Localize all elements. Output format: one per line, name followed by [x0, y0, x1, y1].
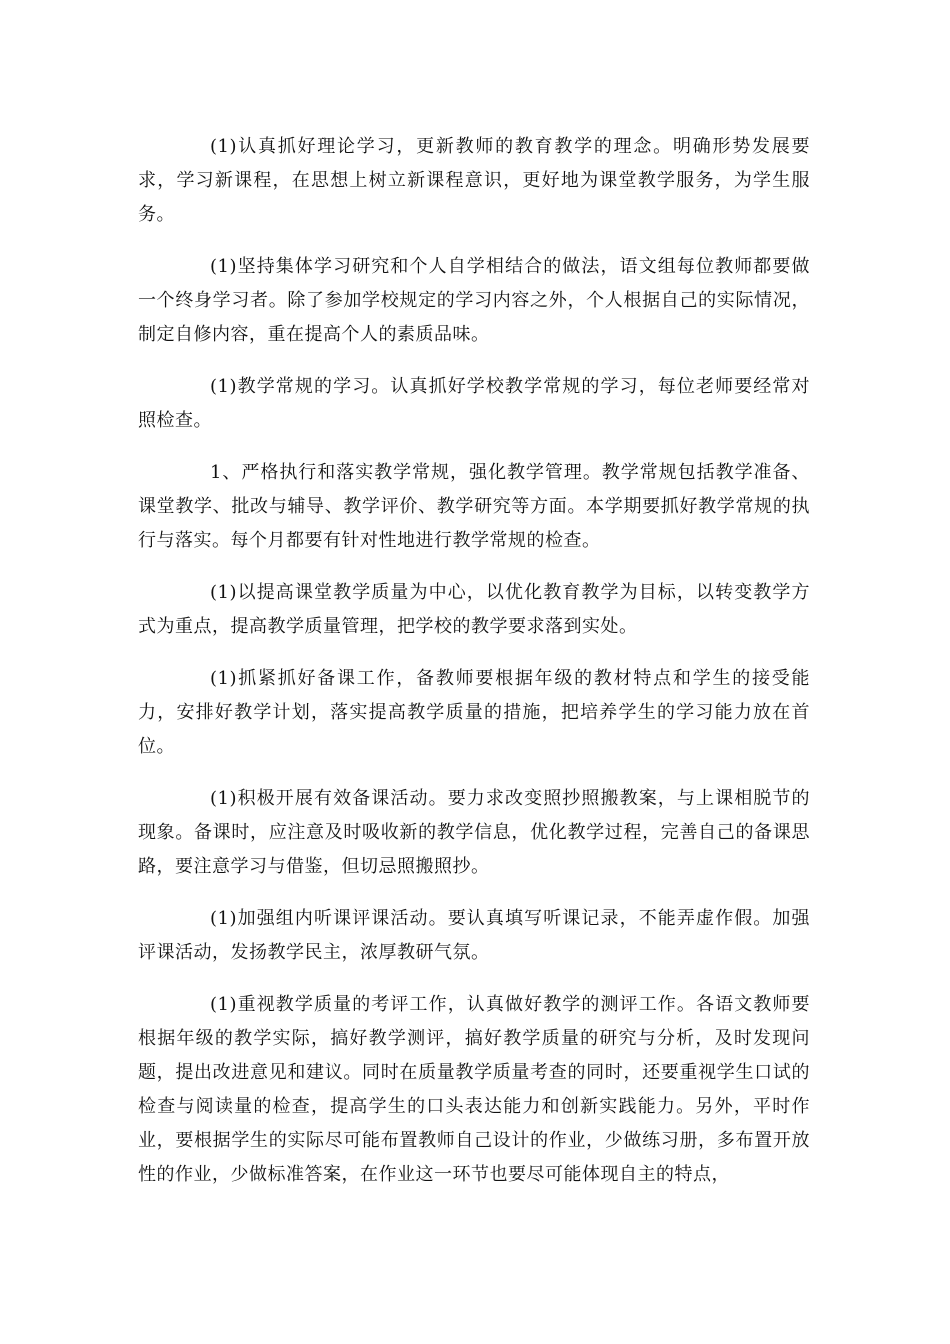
paragraph-9: (1)重视教学质量的考评工作，认真做好教学的测评工作。各语文教师要根据年级的教学实际，搞好教学测评，搞好教学质量的研究与分析，及时发现问题，提出改进意见和建议。同时在质量教学质量考查的同时，还要重视学生口试的检查与阅读量的检查，提高学生的口头表达能力和创新实践能力。另外，平时作业，要根据学生的实际尽可能布置教师自己设计的作业，少做练习册，多布置开放性的作业，少做标准答案，在作业这一环节也要尽可能体现自主的特点，: [138, 994, 810, 1185]
paragraph-6: (1)抓紧抓好备课工作，备教师要根据年级的教材特点和学生的接受能力，安排好教学计划，落实提高教学质量的措施，把培养学生的学习能力放在首位。: [138, 668, 810, 757]
paragraph-4: 1、严格执行和落实教学常规，强化教学管理。教学常规包括教学准备、课堂教学、批改与辅导、教学评价、教学研究等方面。本学期要抓好教学常规的执行与落实。每个月都要有针对性地进行教学常规的检查。: [138, 462, 810, 551]
paragraph-1: (1)认真抓好理论学习，更新教师的教育教学的理念。明确形势发展要求，学习新课程，在思想上树立新课程意识，更好地为课堂教学服务，为学生服务。: [138, 136, 810, 225]
paragraph-3: (1)教学常规的学习。认真抓好学校教学常规的学习，每位老师要经常对照检查。: [138, 376, 810, 431]
paragraph-5: (1)以提高课堂教学质量为中心，以优化教育教学为目标，以转变教学方式为重点，提高教学质量管理，把学校的教学要求落到实处。: [138, 582, 810, 637]
document-body: [138, 130, 810, 1210]
paragraph-7: (1)积极开展有效备课活动。要力求改变照抄照搬教案，与上课相脱节的现象。备课时，应注意及时吸收新的教学信息，优化教学过程，完善自己的备课思路，要注意学习与借鉴，但切忌照搬照抄。: [138, 788, 810, 877]
paragraph-2: (1)坚持集体学习研究和个人自学相结合的做法，语文组每位教师都要做一个终身学习者。除了参加学校规定的学习内容之外，个人根据自己的实际情况，制定自修内容，重在提高个人的素质品味。: [138, 256, 810, 345]
paragraph-8: (1)加强组内听课评课活动。要认真填写听课记录，不能弄虚作假。加强评课活动，发扬教学民主，浓厚教研气氛。: [138, 908, 810, 963]
